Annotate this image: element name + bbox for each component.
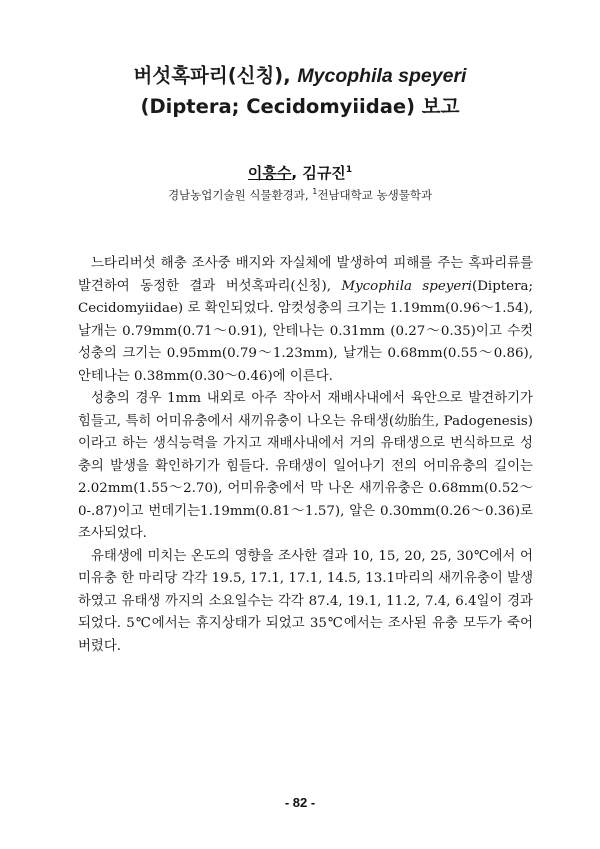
paragraph-1-text-b: (Diptera; Cecidomyiidae) 로 확인되었다. 암컷성충의 크기는 1.19mm(0.96～1.54), 날개는 0.79mm(0.71～0.91), 안테나는 0.31mm (0.27～0.35)이고 수컷성충의 크기는 0.95mm(0.79～1.23mm), 날개는 0.68mm(0.55～0.86), 안테나는 0.38mm(0.30～0.46)에 이른다. bbox=[78, 278, 533, 384]
title-line-1 bbox=[40, 64, 560, 88]
paragraph-1-genus: Mycophila bbox=[341, 278, 412, 294]
page-number: - 82 - bbox=[284, 795, 316, 810]
title-scientific-name: Mycophila speyeri bbox=[297, 65, 467, 87]
abstract-body bbox=[78, 253, 533, 658]
affiliations bbox=[40, 187, 560, 203]
author-separator: , bbox=[291, 164, 303, 182]
authors bbox=[40, 162, 560, 183]
author-1: 이흥수 bbox=[247, 164, 292, 182]
author-2: 김규진 bbox=[302, 164, 346, 182]
affiliation-2-mark: 1 bbox=[312, 187, 318, 197]
title-line-2: (Diptera; Cecidomyiidae) 보고 bbox=[140, 95, 460, 118]
paragraph-1-text-a: 느타리버섯 해충 조사중 배지와 자실체에 발생하여 피해를 주는 혹파리류를 발견하여 동정한 결과 버섯혹파리(신칭), bbox=[78, 256, 533, 294]
paragraph-2: 성충의 경우 1mm 내외로 아주 작아서 재배사내에서 육안으로 발견하기가 힘들고, 특히 어미유충에서 새끼유충이 나오는 유태생(幼胎生, Padogenesis)이라고 하는 생식능력을 가지고 재배사내에서 거의 유태생으로 번식하므로 성충의 발생을 확인하기가 힘들다. 유태생이 일어나기 전의 어미유충의 길이는 2.02mm(1.55～2.70), 어미유충에서 막 나온 새끼유충은 0.68mm(0.52～0-.87)이고 번데기는1.19mm(0.81～1.57), 알은 0.30mm(0.26～0.36)로 조사되었다. bbox=[78, 391, 533, 541]
paragraph-1 bbox=[78, 253, 533, 388]
paragraph-3: 유태생에 미치는 온도의 영향을 조사한 결과 10, 15, 20, 25, 30℃에서 어미유충 한 마리당 각각 19.5, 17.1, 17.1, 14.5, 13.1마리의 새끼유충이 발생하였고 유태생 까지의 소요일수는 각각 87.4, 19.1, 11.2, 7.4, 6.4일이 경과되었다. 5℃에서는 휴지상태가 되었고 35℃에서는 조사된 유충 모두가 죽어버렸다. bbox=[78, 548, 533, 654]
author-2-mark: 1 bbox=[345, 165, 353, 175]
title-korean: 버섯혹파리(신칭), bbox=[133, 64, 291, 87]
affiliation-1: 경남농업기술원 식물환경과, bbox=[167, 188, 313, 202]
affiliation-2: 전남대학교 농생물학과 bbox=[317, 188, 433, 202]
paragraph-1-species: speyeri bbox=[422, 278, 472, 294]
